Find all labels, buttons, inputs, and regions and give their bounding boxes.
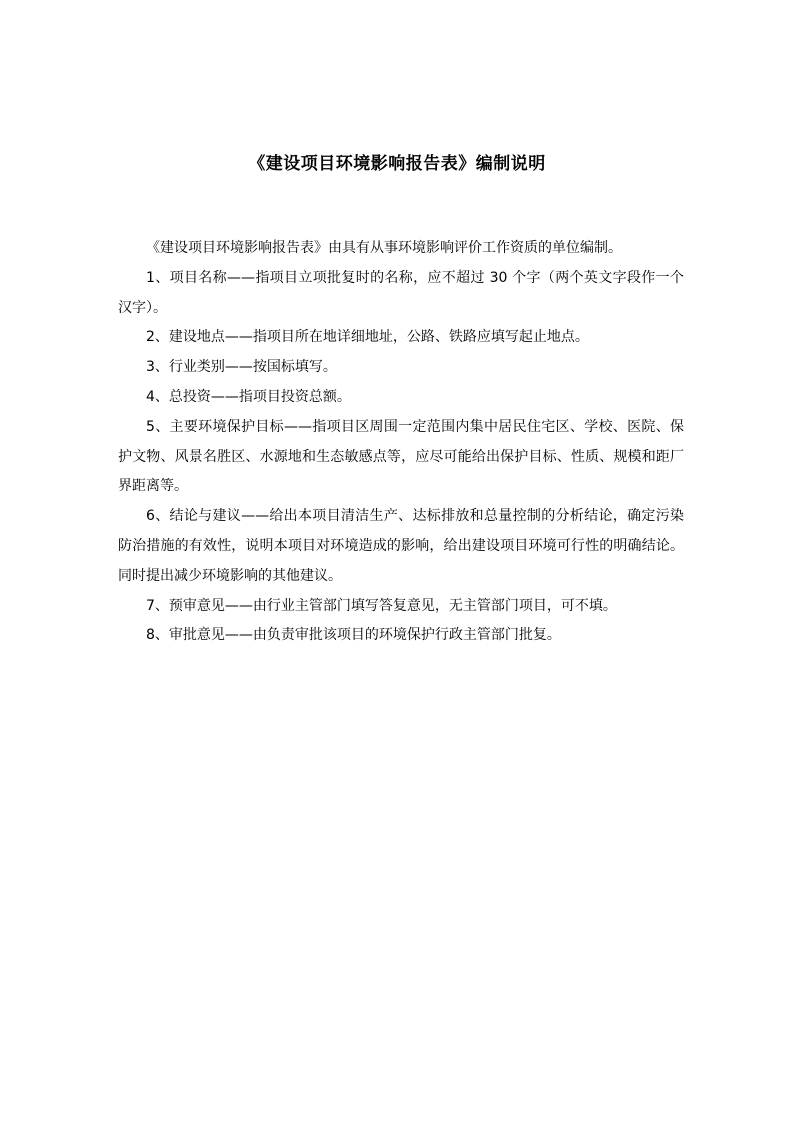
paragraph-item-4-investment: 4、总投资——指项目投资总额。	[146, 388, 351, 405]
paragraph-item-2-location: 2、建设地点——指项目所在地详细地址，公路、铁路应填写起止地点。	[146, 329, 589, 346]
paragraph-item-1-project-name: 1、项目名称——指项目立项批复时的名称，应不超过 30 个字（两个英文字段作一个汉字）。	[118, 269, 684, 316]
paragraph-item-3-industry: 3、行业类别——按国标填写。	[146, 359, 337, 376]
paragraph-item-6-conclusions: 6、结论与建议——给出本项目清洁生产、达标排放和总量控制的分析结论，确定污染防治措施的有效性，说明本项目对环境造成的影响，给出建设项目环境可行性的明确结论。同时提出减少环境影响的其他建议。	[118, 508, 684, 584]
document-body	[118, 234, 684, 651]
paragraph-item-5-protection-targets: 5、主要环境保护目标——指项目区周围一定范围内集中居民住宅区、学校、医院、保护文物、风景名胜区、水源地和生态敏感点等，应尽可能给出保护目标、性质、规模和距厂界距离等。	[118, 418, 684, 495]
paragraph-item-8-approval: 8、审批意见——由负责审批该项目的环境保护行政主管部门批复。	[146, 627, 561, 644]
paragraph-item-7-pre-review: 7、预审意见——由行业主管部门填写答复意见，无主管部门项目，可不填。	[146, 597, 617, 614]
paragraph-intro: 《建设项目环境影响报告表》由具有从事环境影响评价工作资质的单位编制。	[146, 240, 622, 256]
document-title: 《建设项目环境影响报告表》编制说明	[248, 154, 546, 174]
